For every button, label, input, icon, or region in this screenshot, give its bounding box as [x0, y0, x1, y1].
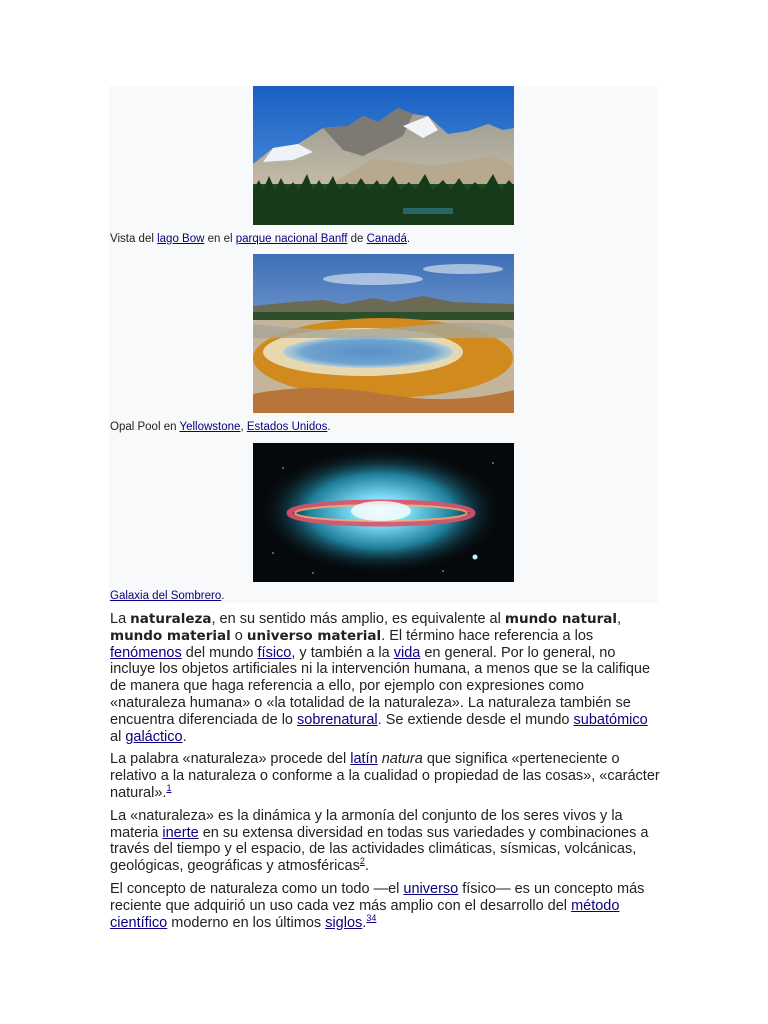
- bold-term-mundo-natural: mundo natural: [504, 611, 617, 627]
- link-parque-nacional-banff[interactable]: parque nacional Banff: [235, 233, 348, 245]
- opal-pool-image[interactable]: [253, 254, 514, 413]
- caption-text: de: [347, 233, 367, 245]
- article-body: [110, 611, 662, 937]
- text: La palabra «naturaleza» procede del: [110, 751, 351, 768]
- caption-opal-pool: [110, 420, 331, 434]
- caption-text: Vista del: [110, 233, 158, 245]
- link-subatomico[interactable]: subatómico: [573, 711, 648, 728]
- lago-bow-image[interactable]: [253, 86, 514, 225]
- caption-text: ,: [240, 421, 247, 433]
- link-metodo-cientifico[interactable]: método científico: [110, 897, 620, 931]
- text: .: [362, 914, 367, 931]
- paragraph-3: [110, 808, 662, 875]
- caption-galaxia-sombrero: [110, 589, 224, 603]
- text: físico— es un concepto más reciente que adquirió un uso cada vez más amplio con el desarrollo del: [110, 880, 645, 914]
- text: ,: [617, 611, 622, 627]
- link-inerte[interactable]: inerte: [162, 824, 199, 841]
- galaxia-sombrero-image[interactable]: [253, 443, 514, 582]
- text: . El término hace referencia a los: [381, 627, 594, 644]
- bold-term-universo-material: universo material: [246, 627, 382, 644]
- link-fisico[interactable]: físico: [257, 644, 292, 661]
- italic-term-natura: natura: [381, 751, 423, 768]
- text: , en su sentido más amplio, es equivalente al: [211, 611, 505, 627]
- text: o: [230, 627, 247, 644]
- text: El concepto de naturaleza como un todo —el: [110, 880, 404, 897]
- link-galactico[interactable]: galáctico: [125, 728, 183, 745]
- reference-4[interactable]: 4: [371, 912, 377, 923]
- caption-text: Opal Pool en: [110, 421, 180, 433]
- bold-term-naturaleza: naturaleza: [130, 611, 212, 627]
- caption-lago-bow: [110, 232, 410, 246]
- reference-3[interactable]: 3: [366, 912, 372, 923]
- reference-1[interactable]: 1: [166, 783, 172, 794]
- text: . Se extiende desde el mundo: [377, 711, 574, 728]
- caption-text: .: [327, 421, 331, 433]
- text: .: [182, 728, 187, 745]
- caption-text: .: [221, 590, 225, 602]
- link-galaxia-del-sombrero[interactable]: Galaxia del Sombrero: [110, 590, 222, 602]
- caption-text: .: [406, 233, 411, 245]
- link-latin[interactable]: latín: [350, 751, 378, 768]
- paragraph-1: [110, 611, 662, 745]
- text: al: [110, 728, 126, 745]
- link-lago-bow[interactable]: lago Bow: [157, 233, 205, 245]
- text: moderno en los últimos: [167, 914, 326, 931]
- link-siglos[interactable]: siglos: [325, 914, 363, 931]
- reference-2[interactable]: 2: [359, 856, 365, 867]
- paragraph-2: [110, 751, 662, 801]
- text: del mundo: [181, 644, 258, 661]
- text: en su extensa diversidad en todas sus variedades y combinaciones a través del tiempo y el espacio, de las actividades climáticas, sísmicas, volcánicas, geológicas, geográficas y atmosféricas: [110, 824, 649, 875]
- image-gallery: [109, 86, 658, 603]
- text: La «naturaleza» es la dinámica y la armonía del conjunto de los seres vivos y la materia: [110, 807, 623, 841]
- link-sobrenatural[interactable]: sobrenatural: [297, 711, 378, 728]
- caption-text: en el: [204, 233, 236, 245]
- paragraph-4: [110, 881, 662, 931]
- link-estados-unidos[interactable]: Estados Unidos: [246, 421, 328, 433]
- link-vida[interactable]: vida: [393, 644, 421, 661]
- text: .: [364, 858, 369, 875]
- link-fenomenos[interactable]: fenómenos: [110, 644, 182, 661]
- bold-term-mundo-material: mundo material: [110, 627, 231, 644]
- link-yellowstone[interactable]: Yellowstone: [179, 421, 241, 433]
- link-canada[interactable]: Canadá: [366, 233, 407, 245]
- text: , y también a la: [291, 644, 394, 661]
- text: que significa «perteneciente o relativo a la naturaleza o conforme a la cualidad o propiedad de las cosas», «carácter natural».: [110, 751, 660, 801]
- text: en general. Por lo general, no incluye los objetos artificiales ni la intervención humana, a menos que se la califique de manera que haga referencia a ello, por ejemplo con expresiones como «naturaleza humana» o «la totalidad de la naturaleza». La naturaleza también se encuentra diferenciada de lo: [110, 644, 651, 728]
- text: La: [110, 611, 131, 627]
- link-universo[interactable]: universo: [403, 880, 459, 897]
